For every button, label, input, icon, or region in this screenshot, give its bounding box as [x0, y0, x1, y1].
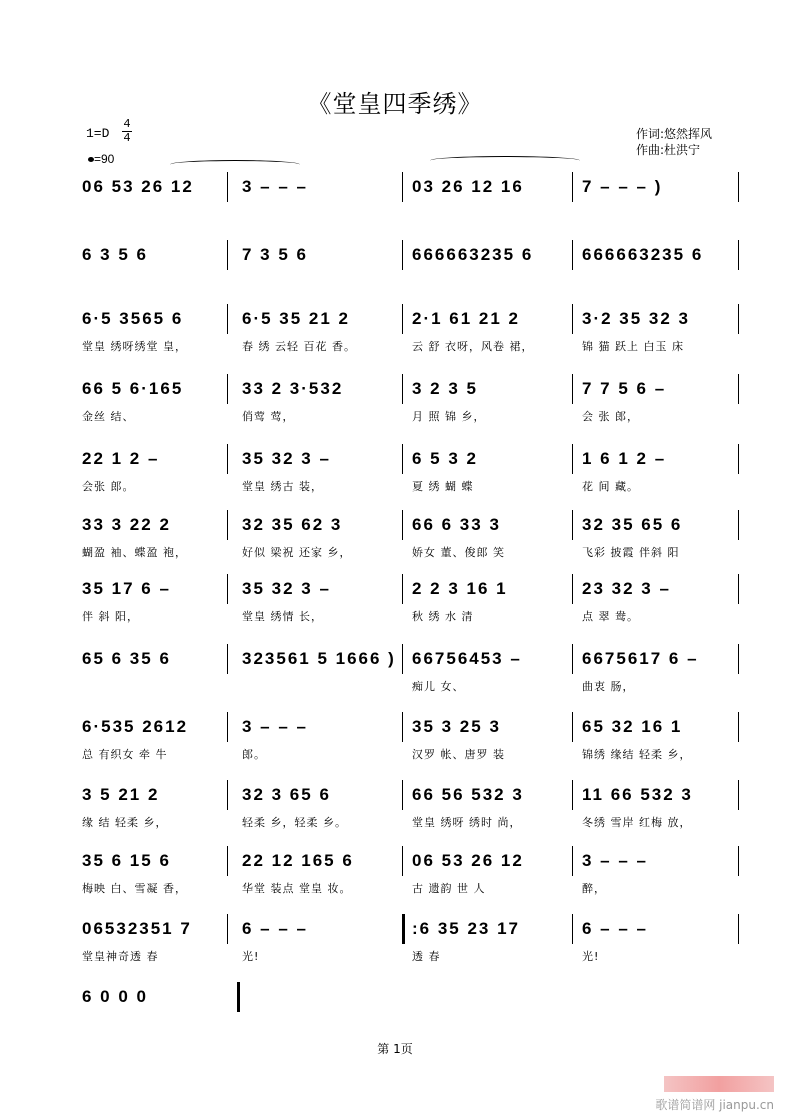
measure: 32 35 62 3 — [242, 515, 343, 534]
barline — [227, 712, 228, 742]
measure: 6 – – – — [242, 919, 308, 938]
lyric-line: 缘 结 轻柔 乡， — [82, 816, 168, 829]
score-row — [82, 510, 742, 559]
measure: 1 6 1 2 – — [582, 449, 667, 468]
barline — [227, 780, 228, 810]
lyric-line: 蝴盈 袖、蝶盈 袍， — [82, 546, 187, 559]
barline — [738, 644, 739, 674]
barline — [738, 444, 739, 474]
measure: 6675617 6 – — [582, 649, 699, 668]
barline — [572, 914, 573, 944]
measure: 2 2 3 16 1 — [412, 579, 508, 598]
barline — [572, 510, 573, 540]
lyricist: 作词:悠然挥风 — [636, 127, 713, 141]
lyric-line: 堂皇 绣情 长， — [242, 610, 323, 623]
lyric-line: 堂皇神奇透 春 — [82, 950, 159, 963]
measure: 323561 5 1666 ) — [242, 649, 396, 668]
measure: 35 17 6 – — [82, 579, 171, 598]
barline — [402, 444, 403, 474]
measure: 66 5 6·165 — [82, 379, 184, 398]
barline — [402, 914, 405, 944]
measure: 65 6 35 6 — [82, 649, 171, 668]
barline — [572, 712, 573, 742]
lyric-line: 光! — [242, 950, 260, 963]
lyric-line: 堂皇 绣呀绣堂 皇， — [82, 340, 187, 353]
lyric-line: 伴 斜 阳， — [82, 610, 139, 623]
time-sig-top: 4 — [123, 117, 131, 131]
lyric-line: 锦 猫 跃上 白玉 床 — [582, 340, 684, 353]
barline — [738, 240, 739, 270]
lyric-line: 会 张 郎， — [582, 410, 639, 423]
lyric-line: 汉罗 帐、唐罗 装 — [412, 748, 505, 761]
barline — [227, 644, 228, 674]
watermark-logo — [664, 1076, 774, 1092]
barline — [402, 374, 403, 404]
lyric-line: 轻柔 乡，轻柔 乡。 — [242, 816, 347, 829]
measure: 32 3 65 6 — [242, 785, 331, 804]
measure: 6·5 35 21 2 — [242, 309, 351, 328]
barline — [572, 374, 573, 404]
measure: 66756453 – — [412, 649, 522, 668]
barline — [738, 712, 739, 742]
barline — [402, 172, 403, 202]
barline — [572, 780, 573, 810]
measure: 3 5 21 2 — [82, 785, 160, 804]
measure: 33 2 3·532 — [242, 379, 344, 398]
barline — [402, 644, 403, 674]
barline — [402, 574, 403, 604]
barline — [227, 846, 228, 876]
barline — [738, 846, 739, 876]
measure: 66 56 532 3 — [412, 785, 524, 804]
barline — [738, 172, 739, 202]
measure: 35 6 15 6 — [82, 851, 171, 870]
score-row — [82, 304, 742, 353]
barline — [572, 846, 573, 876]
barline — [227, 374, 228, 404]
barline — [572, 304, 573, 334]
lyric-line: 梅映 白、雪凝 香， — [82, 882, 187, 895]
measure: 32 35 65 6 — [582, 515, 683, 534]
barline — [227, 240, 228, 270]
score-row — [82, 914, 742, 963]
lyric-line: 郎。 — [242, 748, 266, 761]
measure: 33 3 22 2 — [82, 515, 171, 534]
slur-mark — [170, 160, 300, 169]
barline — [572, 574, 573, 604]
tempo-marking — [88, 152, 114, 166]
measure: 6·5 3565 6 — [82, 309, 184, 328]
score-row — [82, 172, 742, 218]
barline — [738, 510, 739, 540]
measure: 65 32 16 1 — [582, 717, 683, 736]
score-row — [82, 846, 742, 895]
measure: 06 53 26 12 — [412, 851, 524, 870]
measure: 22 1 2 – — [82, 449, 160, 468]
lyric-line: 飞彩 披霞 伴斜 阳 — [582, 546, 680, 559]
lyric-line: 秋 绣 水 清 — [412, 610, 474, 623]
barline — [402, 780, 403, 810]
barline — [402, 510, 403, 540]
lyric-line: 冬绣 雪岸 红梅 放， — [582, 816, 692, 829]
barline — [738, 304, 739, 334]
lyric-line: 总 有织女 牵 牛 — [82, 748, 168, 761]
barline — [402, 240, 403, 270]
lyric-line: 娇女 董、俊郎 笑 — [412, 546, 505, 559]
measure: 7 3 5 6 — [242, 245, 308, 264]
time-sig-bottom: 4 — [123, 131, 131, 145]
tempo-value: =90 — [94, 152, 115, 166]
barline — [402, 304, 403, 334]
lyric-line: 俏莺 莺， — [242, 410, 295, 423]
measure: 3·2 35 32 3 — [582, 309, 691, 328]
score-row — [82, 644, 742, 693]
score-row — [82, 982, 742, 1028]
song-title: 《堂皇四季绣》 — [307, 90, 483, 118]
score-row — [82, 374, 742, 423]
measure: 6·535 2612 — [82, 717, 189, 736]
lyric-line: 曲衷 肠， — [582, 680, 635, 693]
barline — [227, 172, 228, 202]
barline — [227, 510, 228, 540]
lyric-line: 会张 郎。 — [82, 480, 135, 493]
key-signature: 1=D — [86, 126, 110, 141]
lyric-line: 醉， — [582, 882, 606, 895]
lyric-line: 好似 梁祝 还家 乡， — [242, 546, 352, 559]
watermark: 歌谱简谱网 jianpu.cn — [655, 1098, 774, 1112]
lyric-line: 锦绣 缘结 轻柔 乡， — [582, 748, 692, 761]
lyric-line: 点 翠 鸯。 — [582, 610, 639, 623]
lyric-line: 金丝 结、 — [82, 410, 135, 423]
time-signature — [122, 118, 132, 145]
measure: 7 – – – ) — [582, 177, 663, 196]
page-number: 第 1页 — [377, 1042, 413, 1056]
measure: 666663235 6 — [412, 245, 534, 264]
barline — [572, 444, 573, 474]
lyric-line: 透 春 — [412, 950, 441, 963]
measure: 2·1 61 21 2 — [412, 309, 521, 328]
lyric-line: 云 舒 衣呀，风卷 裙， — [412, 340, 534, 353]
measure: 06532351 7 — [82, 919, 192, 938]
measure: 3 – – – — [242, 177, 308, 196]
barline — [738, 374, 739, 404]
score-row — [82, 240, 742, 286]
lyric-line: 月 照 锦 乡， — [412, 410, 486, 423]
lyric-line: 夏 绣 蝴 蝶 — [412, 480, 474, 493]
measure: 66 6 33 3 — [412, 515, 501, 534]
barline — [572, 644, 573, 674]
score-row — [82, 444, 742, 493]
lyric-line: 堂皇 绣呀 绣时 尚， — [412, 816, 522, 829]
credits — [636, 126, 712, 158]
barline — [227, 304, 228, 334]
measure: 3 2 3 5 — [412, 379, 478, 398]
barline — [227, 914, 228, 944]
lyric-line: 花 间 藏。 — [582, 480, 639, 493]
measure: 6 0 0 0 — [82, 987, 148, 1006]
barline — [738, 914, 739, 944]
measure: 23 32 3 – — [582, 579, 671, 598]
composer: 作曲:杜洪宁 — [636, 143, 701, 157]
barline — [237, 982, 240, 1012]
lyric-line: 华堂 装点 堂皇 妆。 — [242, 882, 352, 895]
barline — [402, 712, 403, 742]
score-row — [82, 574, 742, 623]
barline — [227, 444, 228, 474]
measure: 35 3 25 3 — [412, 717, 501, 736]
lyric-line: 光! — [582, 950, 600, 963]
measure: 6 5 3 2 — [412, 449, 478, 468]
measure: 03 26 12 16 — [412, 177, 524, 196]
score-row — [82, 712, 742, 761]
lyric-line: 古 遗韵 世 人 — [412, 882, 486, 895]
measure: 6 3 5 6 — [82, 245, 148, 264]
barline — [572, 172, 573, 202]
measure: 6 – – – — [582, 919, 648, 938]
barline — [738, 780, 739, 810]
score-row — [82, 780, 742, 829]
slur-mark — [430, 156, 580, 165]
measure: 35 32 3 – — [242, 579, 331, 598]
lyric-line: 堂皇 绣古 装， — [242, 480, 323, 493]
lyric-line: 痴儿 女、 — [412, 680, 465, 693]
measure: 35 32 3 – — [242, 449, 331, 468]
measure: 11 66 532 3 — [582, 785, 693, 804]
measure: 3 – – – — [582, 851, 648, 870]
measure: 7 7 5 6 – — [582, 379, 667, 398]
measure: 06 53 26 12 — [82, 177, 194, 196]
barline — [738, 574, 739, 604]
barline — [402, 846, 403, 876]
measure: 22 12 165 6 — [242, 851, 354, 870]
lyric-line: 春 绣 云轻 百花 香。 — [242, 340, 356, 353]
measure: 666663235 6 — [582, 245, 704, 264]
barline — [227, 574, 228, 604]
measure: :6 35 23 17 — [412, 919, 521, 938]
measure: 3 – – – — [242, 717, 308, 736]
barline — [572, 240, 573, 270]
